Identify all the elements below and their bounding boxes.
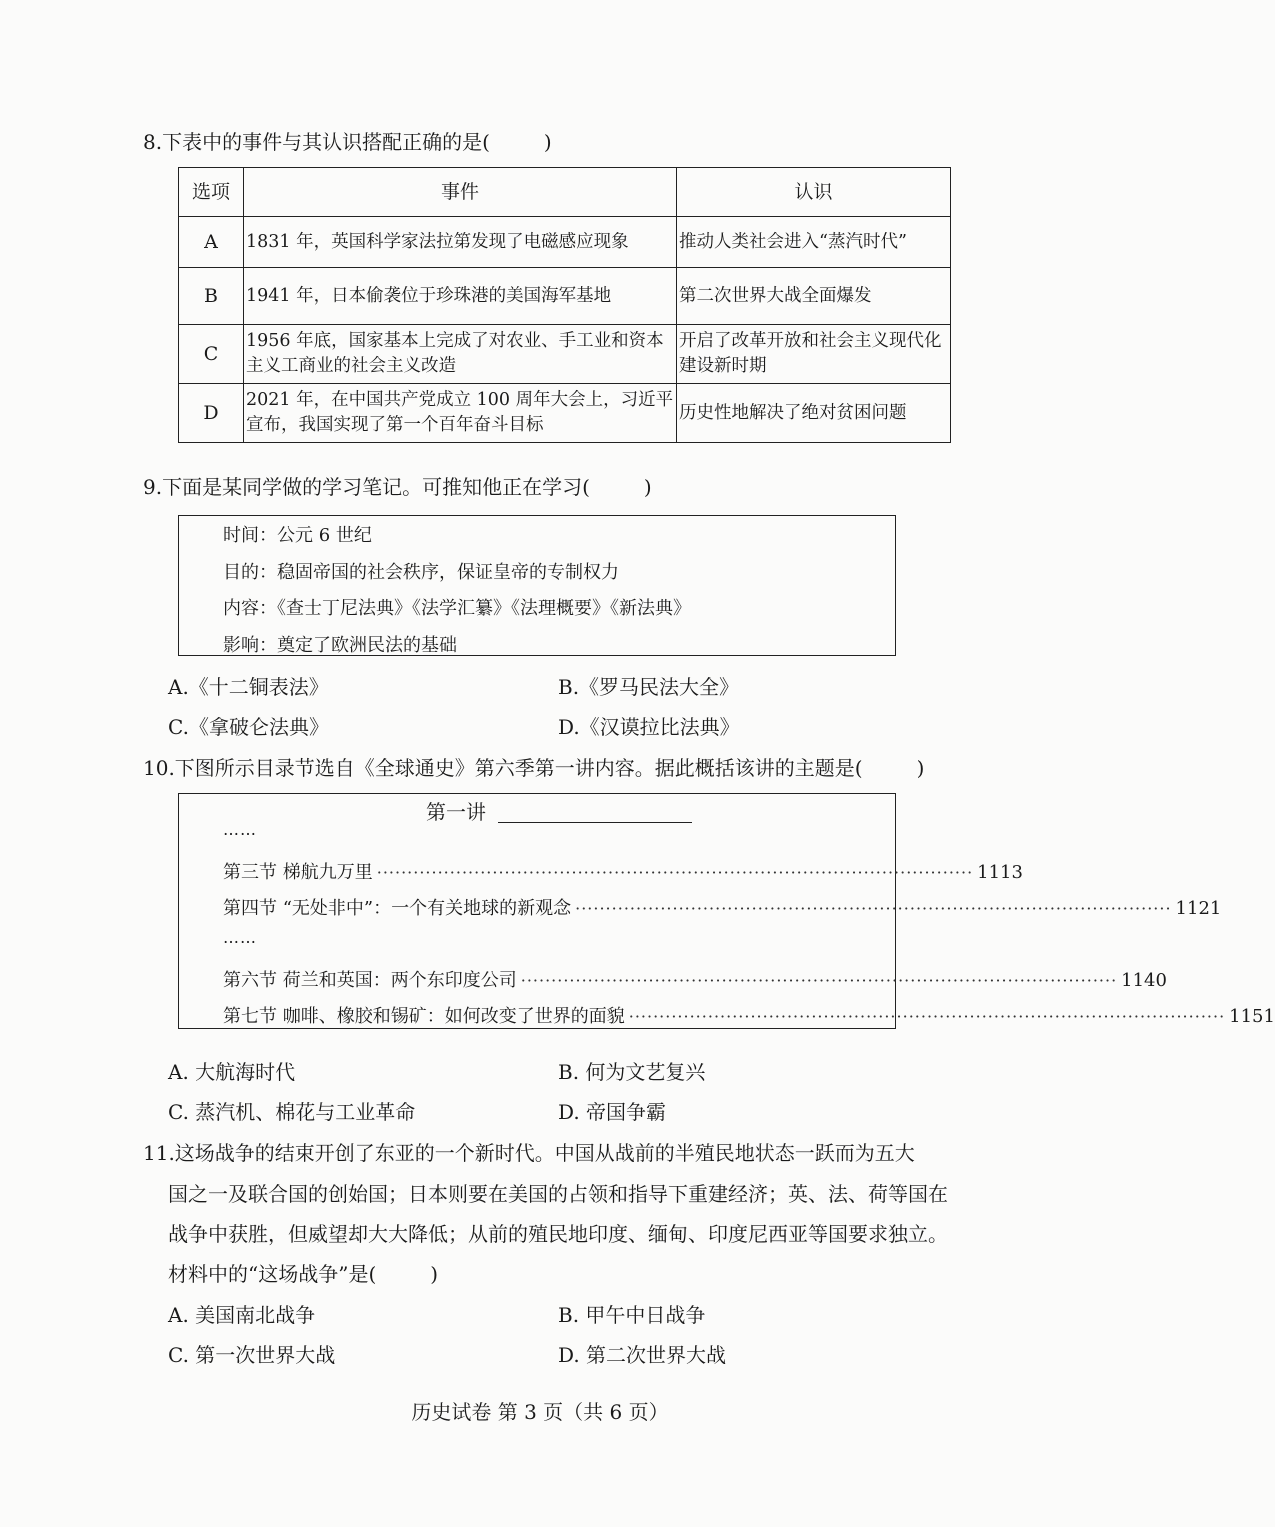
q9-stem: 9.下面是某同学做的学习笔记。可推知他正在学习( ) — [143, 475, 652, 499]
toc-leader: ·································································································· — [520, 971, 1118, 990]
toc-title-blank — [498, 822, 692, 823]
table-of-contents-box — [178, 793, 1275, 1029]
q11-option-a[interactable]: A. 美国南北战争 — [168, 1303, 316, 1327]
q10-stem: 10.下图所示目录节选自《全球通史》第六季第一讲内容。据此概括该讲的主题是( ) — [143, 756, 925, 780]
row-view: 推动人类社会进入“蒸汽时代” — [677, 217, 951, 268]
toc-entry-title: 第七节 咖啡、橡胶和锡矿：如何改变了世界的面貌 — [223, 1006, 625, 1027]
q11-stem-line-3: 战争中获胜，但威望却大大降低；从前的殖民地印度、缅甸、印度尼西亚等国要求独立。 — [168, 1222, 948, 1246]
q11-option-d[interactable]: D. 第二次世界大战 — [558, 1343, 727, 1367]
toc-entry-page: 1151 — [1229, 1006, 1275, 1027]
row-view: 历史性地解决了绝对贫困问题 — [677, 384, 951, 443]
toc-entry-title: 第四节 “无处非中”：一个有关地球的新观念 — [223, 898, 572, 919]
q11-stem-line-4: 材料中的“这场战争”是( ) — [168, 1262, 439, 1286]
q9-option-a[interactable]: A.《十二铜表法》 — [168, 675, 329, 699]
note-content: 内容：《查士丁尼法典》《法学汇纂》《法理概要》《新法典》 — [223, 598, 691, 619]
row-event: 2021 年，在中国共产党成立 100 周年大会上，习近平宣布，我国实现了第一个百年奋斗目标 — [244, 384, 677, 443]
study-notes-box — [178, 515, 896, 656]
toc-entry — [223, 858, 1023, 884]
toc-entry — [223, 966, 1167, 992]
header-option: 选项 — [179, 168, 244, 217]
toc-leader: ·································································································· — [376, 863, 974, 882]
toc-leader: ·································································································· — [628, 1007, 1226, 1026]
q10-option-a[interactable]: A. 大航海时代 — [168, 1060, 296, 1084]
note-impact: 影响：奠定了欧洲民法的基础 — [223, 634, 457, 656]
q10-option-c[interactable]: C. 蒸汽机、棉花与工业革命 — [168, 1100, 416, 1124]
q8-table — [178, 167, 951, 443]
q10-option-d[interactable]: D. 帝国争霸 — [558, 1100, 667, 1124]
toc-entry-page: 1121 — [1175, 898, 1222, 919]
q8-stem: 8.下表中的事件与其认识搭配正确的是( ) — [143, 130, 552, 154]
toc-heading — [426, 796, 692, 825]
row-event: 1831 年，英国科学家法拉第发现了电磁感应现象 — [244, 217, 677, 268]
table-row — [179, 268, 951, 325]
header-view: 认识 — [677, 168, 951, 217]
page-footer: 历史试卷 第 3 页（共 6 页） — [411, 1400, 669, 1424]
q11-stem-line-1: 11.这场战争的结束开创了东亚的一个新时代。中国从战前的半殖民地状态一跃而为五大 — [143, 1141, 915, 1165]
q9-option-d[interactable]: D.《汉谟拉比法典》 — [558, 715, 740, 739]
q11-option-c[interactable]: C. 第一次世界大战 — [168, 1343, 336, 1367]
toc-leader: ·································································································· — [575, 899, 1172, 918]
q9-option-b[interactable]: B.《罗马民法大全》 — [558, 675, 740, 699]
toc-ellipsis: …… — [223, 820, 257, 839]
toc-title: 第一讲 — [426, 800, 486, 824]
toc-entry-page: 1140 — [1121, 970, 1167, 991]
row-event: 1941 年，日本偷袭位于珍珠港的美国海军基地 — [244, 268, 677, 325]
row-view: 第二次世界大战全面爆发 — [677, 268, 951, 325]
q9-option-c[interactable]: C.《拿破仑法典》 — [168, 715, 329, 739]
toc-entry — [223, 894, 1222, 920]
note-time: 时间：公元 6 世纪 — [223, 525, 372, 546]
row-option: B — [179, 268, 244, 325]
table-header-row — [179, 168, 951, 217]
row-option: A — [179, 217, 244, 268]
q10-option-b[interactable]: B. 何为文艺复兴 — [558, 1060, 706, 1084]
row-view: 开启了改革开放和社会主义现代化建设新时期 — [677, 325, 951, 384]
toc-entry-title: 第六节 荷兰和英国：两个东印度公司 — [223, 970, 517, 991]
table-row — [179, 217, 951, 268]
q11-stem-line-2: 国之一及联合国的创始国；日本则要在美国的占领和指导下重建经济；英、法、荷等国在 — [168, 1182, 948, 1206]
table-row — [179, 384, 951, 443]
toc-entry — [223, 1002, 1275, 1028]
toc-ellipsis: …… — [223, 928, 257, 947]
toc-entry-page: 1113 — [977, 862, 1023, 883]
note-purpose: 目的：稳固帝国的社会秩序，保证皇帝的专制权力 — [223, 561, 619, 583]
row-option: C — [179, 325, 244, 384]
header-event: 事件 — [244, 168, 677, 217]
q11-option-b[interactable]: B. 甲午中日战争 — [558, 1303, 706, 1327]
row-event: 1956 年底，国家基本上完成了对农业、手工业和资本主义工商业的社会主义改造 — [244, 325, 677, 384]
toc-entry-title: 第三节 梯航九万里 — [223, 862, 373, 883]
table-row — [179, 325, 951, 384]
row-option: D — [179, 384, 244, 443]
